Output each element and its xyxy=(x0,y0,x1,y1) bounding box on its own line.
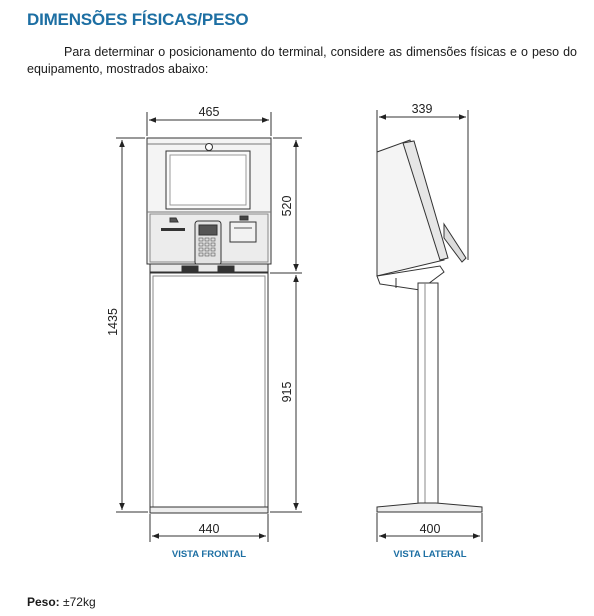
dim-front-total-height: 1435 xyxy=(106,308,120,336)
dim-front-top-width: 465 xyxy=(198,105,220,119)
weight-value: ±72kg xyxy=(63,595,96,609)
printer xyxy=(230,222,256,242)
caption-side-view: VISTA LATERAL xyxy=(393,549,467,560)
front-column xyxy=(150,273,268,511)
caption-front-view: VISTA FRONTAL xyxy=(171,549,247,560)
side-base xyxy=(377,503,482,512)
card-slot xyxy=(161,228,185,231)
weight-line xyxy=(27,595,96,609)
dim-front-upper-height: 520 xyxy=(280,195,294,217)
intro-paragraph: Para determinar o posicionamento do terminal, considere as dimensões físicas e o peso do equipamento, mostrados abaixo: xyxy=(27,45,577,76)
dim-side-top-depth: 339 xyxy=(411,102,433,116)
front-view xyxy=(116,112,302,542)
page-title: DIMENSÕES FÍSICAS/PESO xyxy=(27,10,249,29)
side-view xyxy=(377,110,482,542)
dim-front-base-width: 440 xyxy=(198,522,220,536)
side-column xyxy=(418,283,438,505)
weight-label: Peso: xyxy=(27,595,60,609)
dim-side-base-depth: 400 xyxy=(419,522,441,536)
camera-icon xyxy=(206,144,213,151)
dim-front-lower-height: 915 xyxy=(280,381,294,403)
